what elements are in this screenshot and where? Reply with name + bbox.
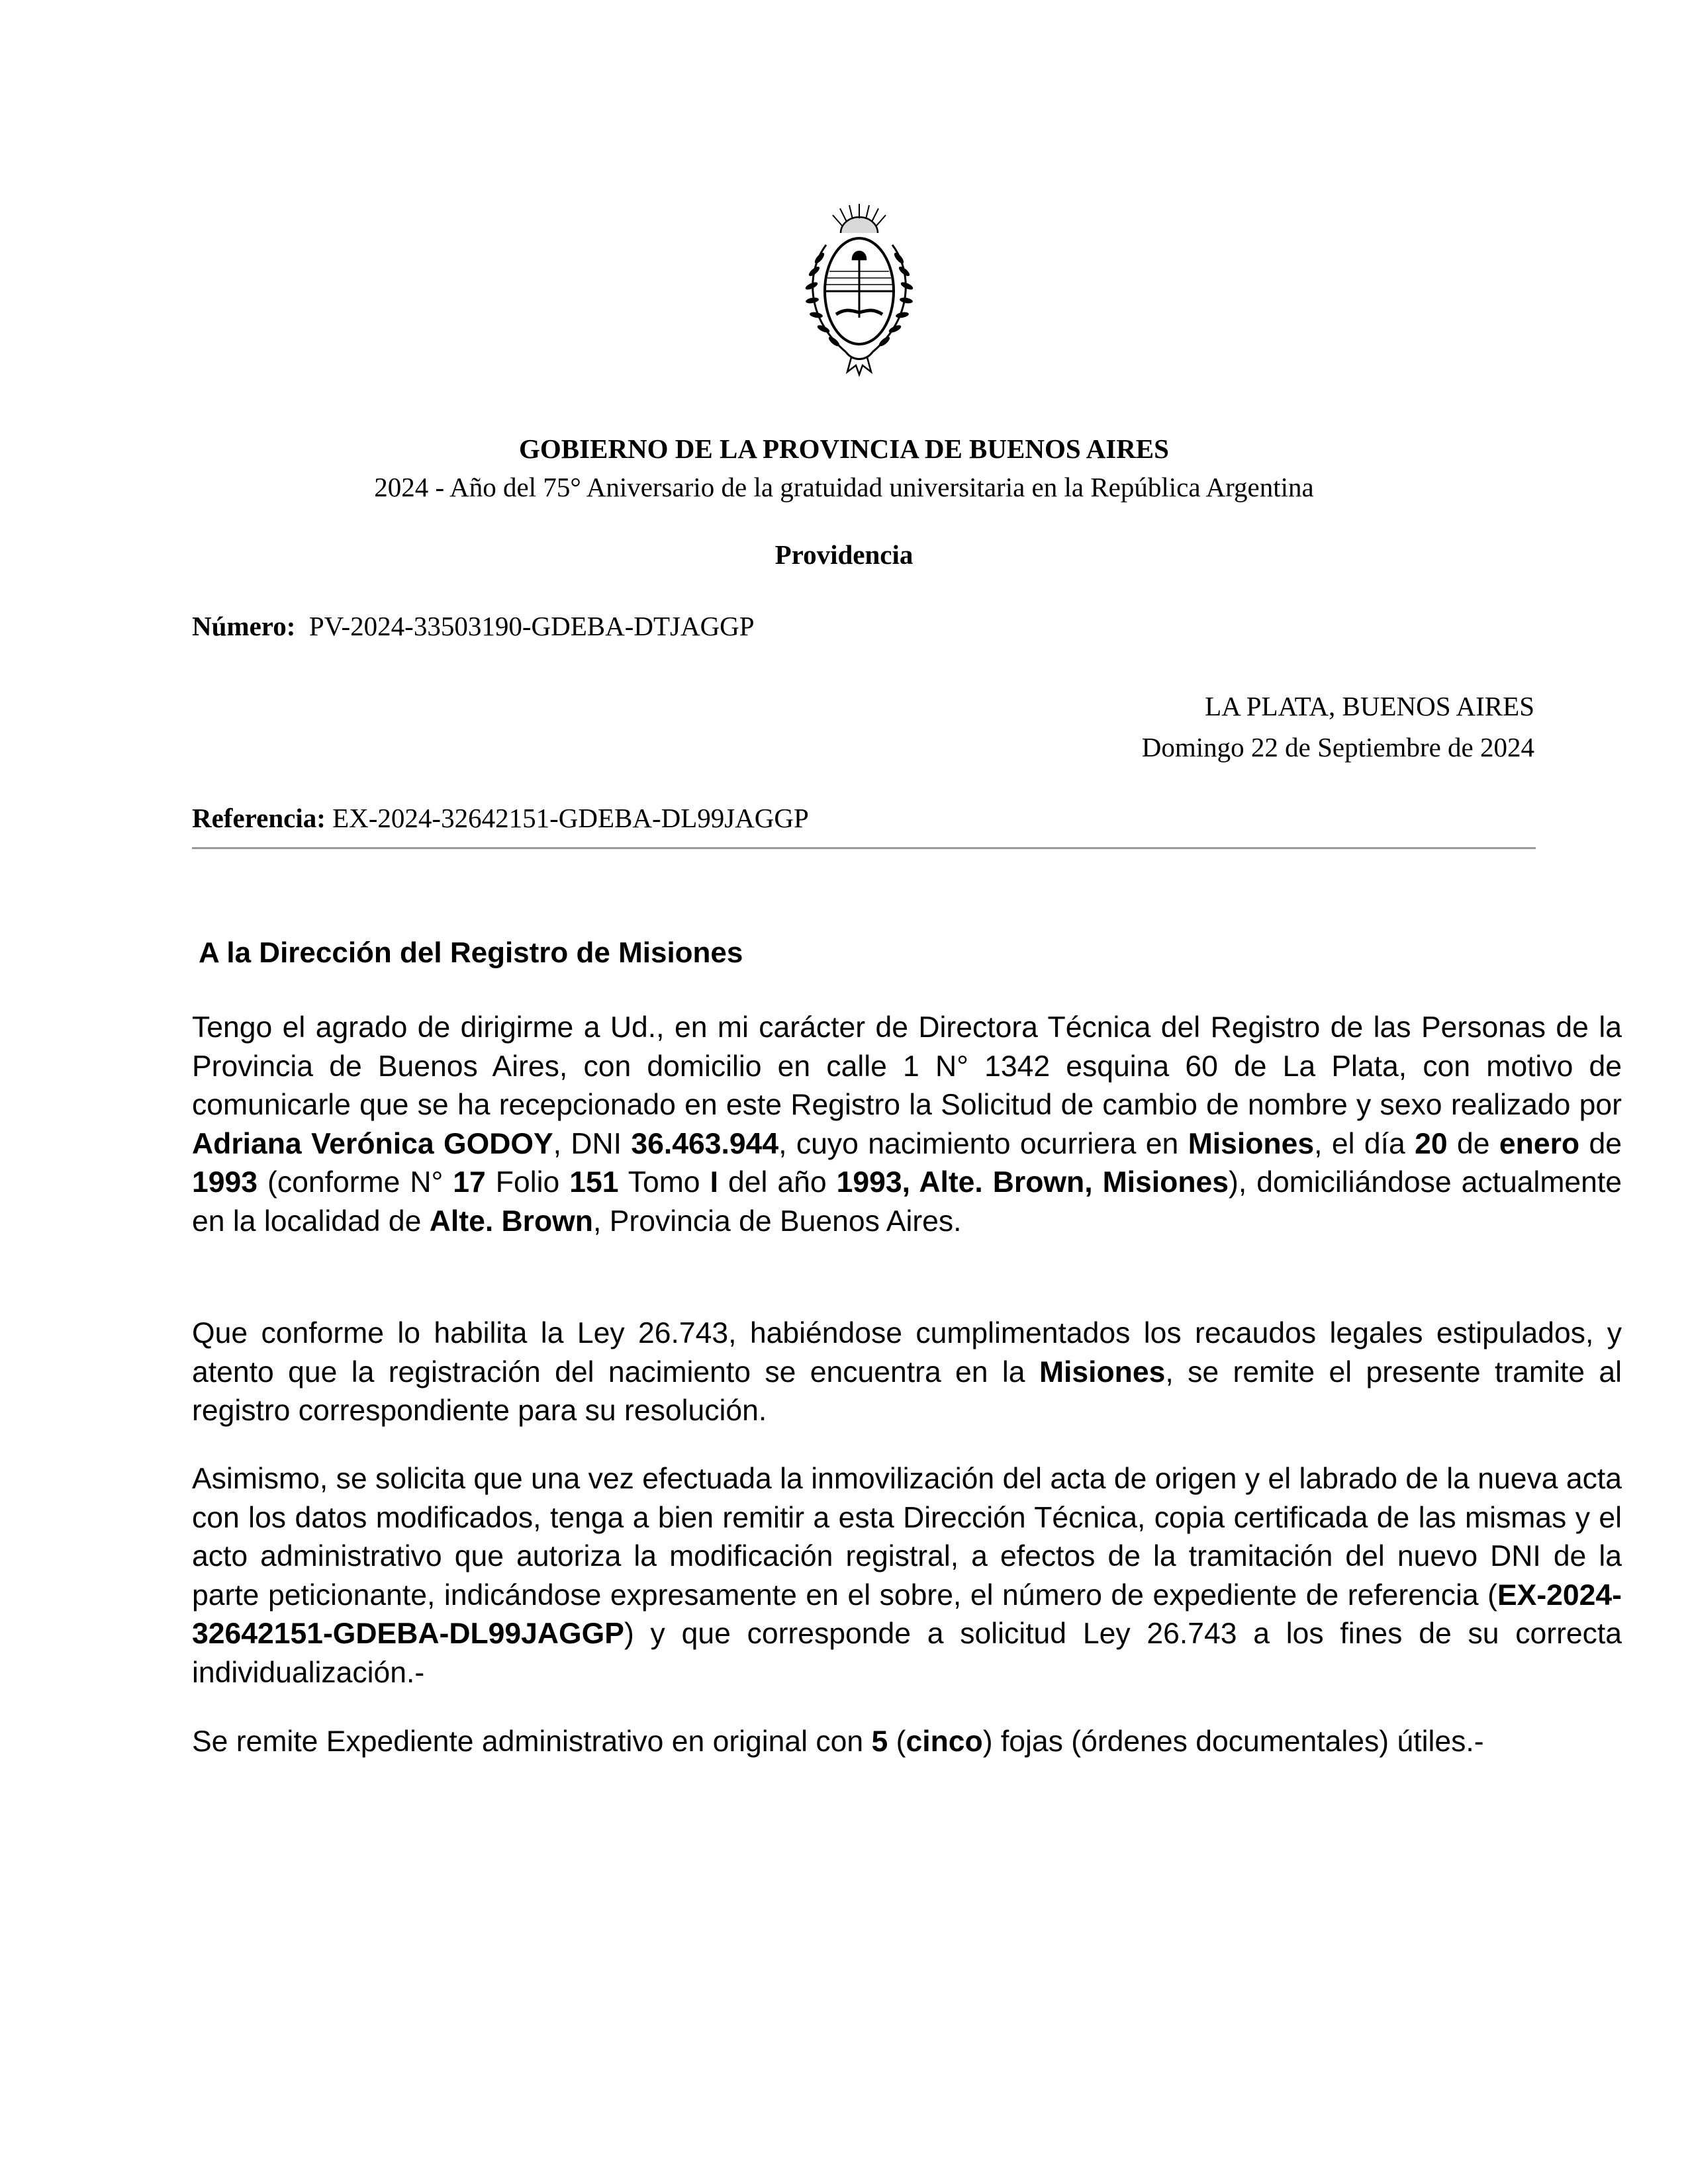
- text: , DNI: [553, 1127, 632, 1160]
- referencia-label: Referencia:: [192, 803, 326, 833]
- document-type: Providencia: [774, 539, 914, 570]
- page-count-words: cinco: [906, 1725, 983, 1758]
- text: ), domiciliándose actualmente en la localidad de: [192, 1166, 1622, 1238]
- place: LA PLATA, BUENOS AIRES: [1205, 691, 1534, 721]
- text: Tomo: [618, 1166, 710, 1199]
- birth-year: 1993: [192, 1166, 258, 1199]
- applicant-name: Adriana Verónica GODOY: [192, 1127, 553, 1160]
- applicant-dni: 36.463.944: [631, 1127, 779, 1160]
- year-motto: 2024 - Año del 75° Aniversario de la gratuidad universitaria en la República Argentina: [374, 472, 1314, 502]
- text: de: [1447, 1127, 1499, 1160]
- text: , cuyo nacimiento ocurriera en: [778, 1127, 1188, 1160]
- text: , el día: [1314, 1127, 1415, 1160]
- numero-label: Número:: [192, 611, 296, 641]
- registry-place: Misiones: [1039, 1355, 1166, 1388]
- text: Folio: [485, 1166, 570, 1199]
- text: Que conforme lo habilita la Ley 26.743, habiéndose cumplimentados los recaudos legales estipulados, y atento que la registración del nacimiento se encuentra en la: [192, 1317, 1622, 1388]
- text: Se remite Expediente administrativo en original con: [192, 1725, 872, 1758]
- text: (conforme N°: [258, 1166, 453, 1199]
- numero-value: PV-2024-33503190-GDEBA-DTJAGGP: [308, 611, 755, 641]
- paragraph-law: [192, 1314, 1622, 1431]
- folio-number: 151: [569, 1166, 619, 1199]
- text: ) y que corresponde a solicitud Ley 26.743 a los fines de su correcta individualización.-: [192, 1617, 1622, 1689]
- text: (: [888, 1725, 906, 1758]
- acta-place: 1993, Alte. Brown, Misiones: [836, 1166, 1229, 1199]
- text: , se remite el presente tramite al registro correspondiente para su resolución.: [192, 1355, 1622, 1427]
- birth-month: enero: [1499, 1127, 1580, 1160]
- text: del año: [718, 1166, 837, 1199]
- birth-day: 20: [1415, 1127, 1448, 1160]
- header-divider: [192, 847, 1536, 849]
- acta-number: 17: [453, 1166, 486, 1199]
- addressee: A la Dirección del Registro de Misiones: [199, 936, 743, 969]
- page-count: 5: [871, 1725, 888, 1758]
- place-date-block: [1142, 686, 1534, 768]
- text: Tengo el agrado de dirigirme a Ud., en mi carácter de Directora Técnica del Registro de las Personas de la Provincia de Buenos Aires, con domicilio en calle 1 N° 1342 esquina 60 de La Plata, con motivo de comunicarle que se ha recepcionado en este Registro la Solicitud de cambio de nombre y sexo realizado por: [192, 1011, 1622, 1121]
- date: Domingo 22 de Septiembre de 2024: [1141, 732, 1534, 762]
- government-title: GOBIERNO DE LA PROVINCIA DE BUENOS AIRES: [519, 433, 1169, 464]
- text: de: [1579, 1127, 1622, 1160]
- birth-place: Misiones: [1188, 1127, 1315, 1160]
- coat-of-arms-seal: [800, 199, 919, 384]
- tomo-number: I: [710, 1166, 718, 1199]
- referencia-value: EX-2024-32642151-GDEBA-DL99JAGGP: [332, 803, 809, 833]
- paragraph-instructions: [192, 1460, 1622, 1692]
- paragraph-enclosure: [192, 1723, 1622, 1762]
- paragraph-request: [192, 1009, 1622, 1241]
- current-locality: Alte. Brown: [429, 1205, 593, 1238]
- text: , Provincia de Buenos Aires.: [592, 1205, 962, 1238]
- text: Asimismo, se solicita que una vez efectuada la inmovilización del acta de origen y el labrado de la nueva acta con los datos modificados, tenga a bien remitir a esta Dirección Técnica, copia certificada de las mismas y el acto administrativo que autoriza la modificación registral, a efectos de la tramitación del nuevo DNI de la parte peticionante, indicándose expresamente en el sobre, el número de expediente de referencia (: [192, 1463, 1622, 1612]
- text: ) fojas (órdenes documentales) útiles.-: [982, 1725, 1484, 1758]
- expediente-reference: EX-2024-32642151-GDEBA-DL99JAGGP: [192, 1578, 1622, 1650]
- numero-row: [192, 606, 755, 646]
- referencia-row: [192, 798, 809, 838]
